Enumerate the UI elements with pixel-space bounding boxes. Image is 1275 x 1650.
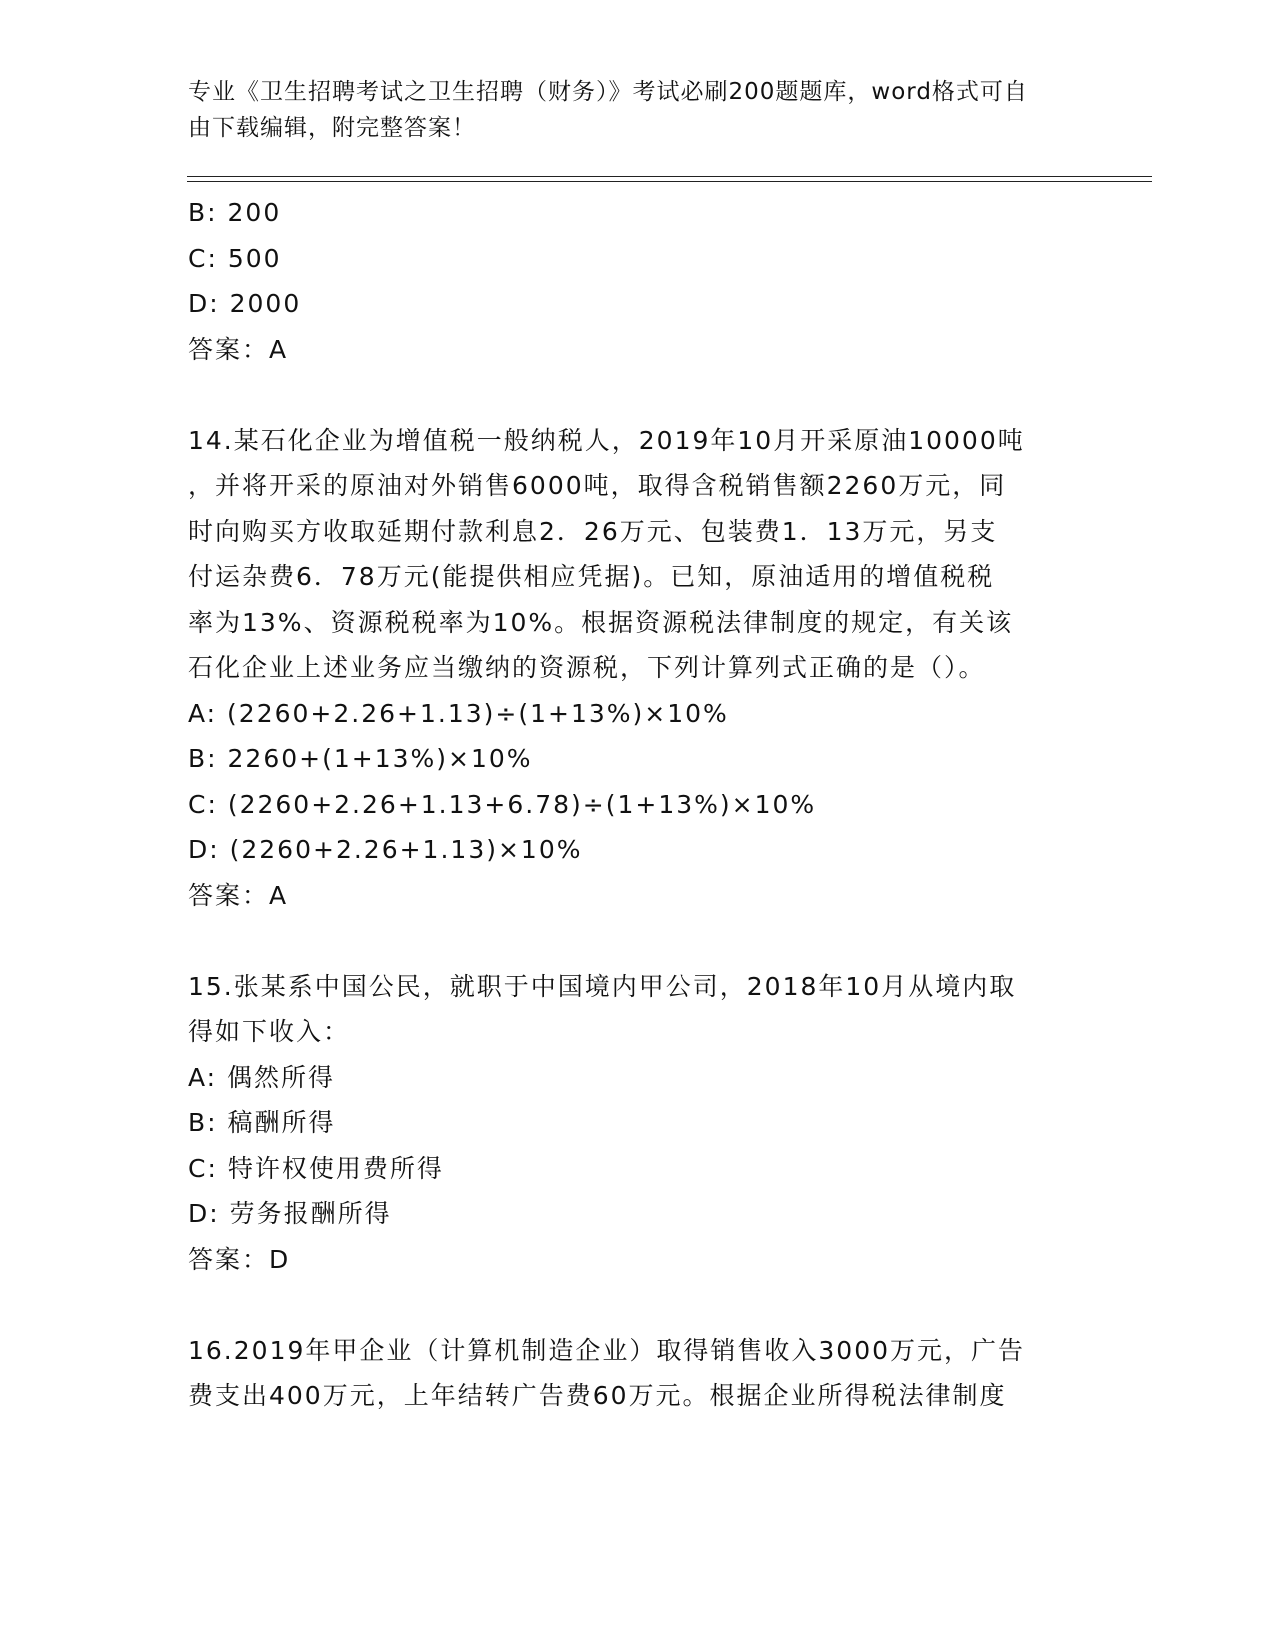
question-15	[188, 964, 1068, 1283]
option-a: A: (2260+2.26+1.13)÷(1+13%)×10%	[188, 698, 729, 728]
answer-line: 答案：A	[188, 334, 289, 364]
question-text-line: 费支出400万元，上年结转广告费60万元。根据企业所得税法律制度	[188, 1381, 1007, 1410]
question-text-line: 率为13%、资源税税率为10%。根据资源税法律制度的规定，有关该	[188, 607, 1014, 637]
header-divider-top	[187, 176, 1152, 177]
question-text-line: 15.张某系中国公民，就职于中国境内甲公司，2018年10月从境内取	[188, 971, 1017, 1001]
question-text-line: 14.某石化企业为增值税一般纳税人，2019年10月开采原油10000吨	[188, 425, 1025, 455]
question-13-tail	[188, 190, 1068, 372]
option-b: B: 2260+(1+13%)×10%	[188, 744, 533, 773]
option-d: D: 2000	[188, 289, 302, 318]
option-a: A: 偶然所得	[188, 1062, 336, 1092]
question-16	[188, 1328, 1068, 1419]
option-b: B: 200	[188, 198, 282, 227]
question-14	[188, 418, 1068, 919]
option-c: C: 特许权使用费所得	[188, 1153, 444, 1183]
answer-line: 答案：D	[188, 1244, 291, 1274]
question-text-line: 得如下收入：	[188, 1017, 351, 1046]
option-d: D: (2260+2.26+1.13)×10%	[188, 835, 583, 864]
spacer	[188, 1282, 1068, 1328]
question-text-line: 付运杂费6．78万元(能提供相应凭据)。已知，原油适用的增值税税	[188, 562, 995, 591]
question-text-line: 16.2019年甲企业（计算机制造企业）取得销售收入3000万元，广告	[188, 1335, 1026, 1365]
option-c: C: 500	[188, 243, 282, 273]
question-text-line: 石化企业上述业务应当缴纳的资源税，下列计算列式正确的是（）。	[188, 653, 986, 682]
option-d: D: 劳务报酬所得	[188, 1199, 392, 1228]
option-b: B: 稿酬所得	[188, 1108, 336, 1137]
question-text-line: 时向购买方收取延期付款利息2．26万元、包装费1．13万元，另支	[188, 516, 998, 546]
answer-line: 答案：A	[188, 880, 289, 910]
question-text-line: ，并将开采的原油对外销售6000吨，取得含税销售额2260万元，同	[188, 471, 1007, 500]
spacer	[188, 372, 1068, 418]
header-divider-bottom	[187, 181, 1152, 182]
header-line-1: 专业《卫生招聘考试之卫生招聘（财务）》考试必刷200题题库，word格式可自	[188, 79, 1028, 105]
option-c: C: (2260+2.26+1.13+6.78)÷(1+13%)×10%	[188, 789, 817, 819]
spacer	[188, 918, 1068, 964]
document-header	[188, 74, 1058, 146]
header-line-2: 由下载编辑，附完整答案！	[188, 115, 476, 141]
document-body	[188, 190, 1068, 1419]
